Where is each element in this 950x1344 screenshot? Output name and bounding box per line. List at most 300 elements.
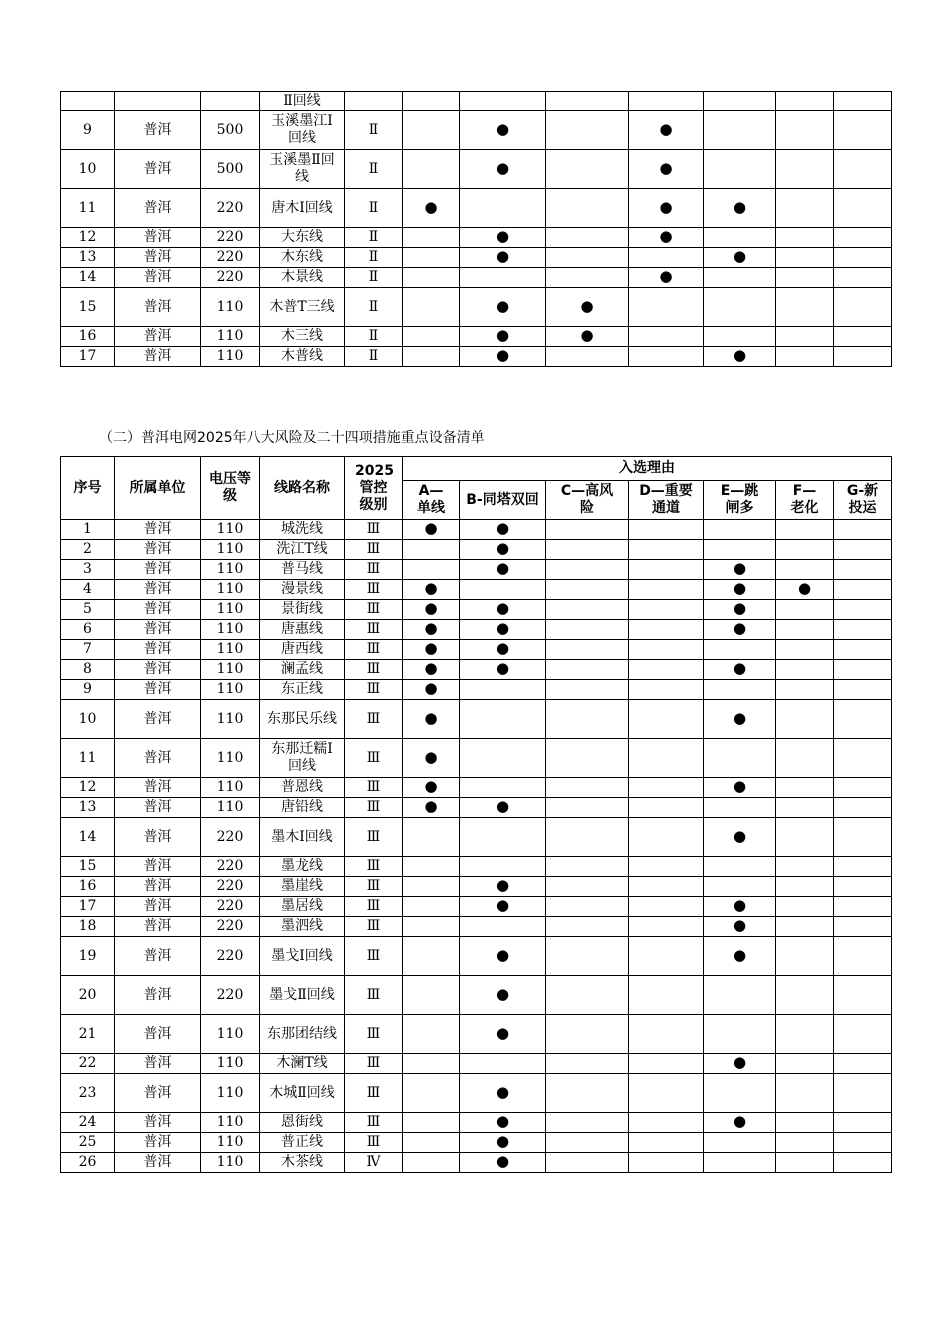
mark-dot: ● [495, 619, 510, 637]
row-line-name: 木茶线 [260, 1153, 345, 1173]
row-reason-a [403, 189, 460, 228]
row-reason-g [834, 1113, 892, 1133]
row-reason-g [834, 640, 892, 660]
mark-dot: ● [424, 659, 438, 677]
row-reason-b [460, 937, 546, 976]
row-reason-c [546, 680, 629, 700]
row-line-name: 木东线 [260, 248, 345, 268]
table-row [61, 1113, 892, 1133]
row-reason-e [704, 150, 776, 189]
row-reason-g [834, 1015, 892, 1054]
row-reason-a [403, 327, 460, 347]
row-no: 15 [61, 857, 115, 877]
row-unit: 普洱 [115, 640, 201, 660]
row-unit: 普洱 [115, 189, 201, 228]
row-line-name: 洗江T线 [260, 540, 345, 560]
row-control-level: Ⅲ [345, 937, 403, 976]
row-reason-e [704, 700, 776, 739]
row-no: 5 [61, 600, 115, 620]
row-reason-f [776, 560, 834, 580]
row-reason-a [403, 917, 460, 937]
row-reason-a [403, 1133, 460, 1153]
row-line-name: 东正线 [260, 680, 345, 700]
row-reason-d [629, 937, 704, 976]
row-reason-g [834, 111, 892, 150]
table-row [61, 268, 892, 288]
row-control-level: Ⅱ [345, 189, 403, 228]
row-reason-b [460, 228, 546, 248]
row-reason-b [460, 248, 546, 268]
header-reason-e: E—跳闸多 [704, 481, 776, 520]
row-no: 12 [61, 778, 115, 798]
row-reason-e [704, 288, 776, 327]
row-reason-d [629, 1153, 704, 1173]
row-reason-a [403, 1074, 460, 1113]
row-reason-e [704, 92, 776, 111]
row-reason-a [403, 680, 460, 700]
row-reason-f [776, 739, 834, 778]
row-reason-a [403, 228, 460, 248]
row-control-level: Ⅲ [345, 680, 403, 700]
row-voltage: 110 [201, 347, 260, 367]
row-reason-f [776, 818, 834, 857]
row-unit: 普洱 [115, 798, 201, 818]
table-row [61, 1133, 892, 1153]
row-reason-c [546, 700, 629, 739]
row-reason-a [403, 937, 460, 976]
row-reason-d [629, 111, 704, 150]
row-reason-g [834, 1153, 892, 1173]
row-voltage: 110 [201, 520, 260, 540]
mark-dot: ● [732, 916, 747, 934]
mark-dot: ● [732, 826, 747, 845]
row-control-level: Ⅲ [345, 798, 403, 818]
mark-dot: ● [732, 619, 747, 637]
row-reason-d [629, 1015, 704, 1054]
mark-dot: ● [495, 1082, 510, 1101]
row-reason-g [834, 620, 892, 640]
mark-dot: ● [732, 579, 747, 597]
table-row [61, 1015, 892, 1054]
mark-dot: ● [732, 1053, 747, 1071]
row-reason-d [629, 288, 704, 327]
row-reason-d [629, 877, 704, 897]
row-reason-a [403, 347, 460, 367]
header-unit: 所属单位 [115, 457, 201, 520]
row-unit: 普洱 [115, 560, 201, 580]
row-line-name: Ⅱ回线 [260, 92, 345, 111]
row-reason-e [704, 1133, 776, 1153]
row-unit: 普洱 [115, 288, 201, 327]
mark-dot: ● [659, 197, 673, 216]
row-line-name: 普马线 [260, 560, 345, 580]
row-reason-f [776, 1015, 834, 1054]
row-reason-d [629, 580, 704, 600]
row-reason-c [546, 1153, 629, 1173]
row-unit: 普洱 [115, 976, 201, 1015]
row-reason-c [546, 228, 629, 248]
row-voltage: 110 [201, 739, 260, 778]
row-reason-b [460, 600, 546, 620]
row-reason-c [546, 347, 629, 367]
row-reason-e [704, 347, 776, 367]
row-reason-d [629, 189, 704, 228]
mark-dot: ● [495, 296, 510, 315]
mark-dot: ● [495, 639, 510, 657]
row-reason-d [629, 540, 704, 560]
row-line-name: 墨戈Ⅰ回线 [260, 937, 345, 976]
row-no: 10 [61, 150, 115, 189]
table-row [61, 347, 892, 367]
row-reason-a [403, 640, 460, 660]
row-unit: 普洱 [115, 818, 201, 857]
row-reason-c [546, 111, 629, 150]
row-line-name: 唐西线 [260, 640, 345, 660]
row-no: 3 [61, 560, 115, 580]
row-reason-c [546, 1133, 629, 1153]
row-no: 9 [61, 111, 115, 150]
row-reason-d [629, 268, 704, 288]
row-reason-g [834, 327, 892, 347]
row-reason-e [704, 897, 776, 917]
table-row [61, 798, 892, 818]
row-reason-a [403, 540, 460, 560]
row-reason-e [704, 268, 776, 288]
row-reason-d [629, 917, 704, 937]
row-reason-b [460, 660, 546, 680]
row-voltage [201, 92, 260, 111]
row-reason-f [776, 520, 834, 540]
header-reason-group: 入选理由 [403, 457, 892, 481]
table-row [61, 937, 892, 976]
mark-dot: ● [732, 197, 747, 216]
row-reason-g [834, 877, 892, 897]
row-voltage: 220 [201, 857, 260, 877]
table-row [61, 680, 892, 700]
row-line-name: 墨崖线 [260, 877, 345, 897]
mark-dot: ● [659, 227, 673, 245]
row-reason-e [704, 778, 776, 798]
row-no: 17 [61, 347, 115, 367]
row-reason-f [776, 327, 834, 347]
row-reason-b [460, 1133, 546, 1153]
mark-dot: ● [659, 267, 673, 285]
row-reason-f [776, 700, 834, 739]
row-reason-a [403, 600, 460, 620]
row-reason-b [460, 640, 546, 660]
header-reason-d: D—重要通道 [629, 481, 704, 520]
table-row [61, 560, 892, 580]
row-reason-f [776, 620, 834, 640]
table-row [61, 976, 892, 1015]
header-no: 序号 [61, 457, 115, 520]
row-reason-d [629, 620, 704, 640]
table-row [61, 248, 892, 268]
row-control-level: Ⅱ [345, 248, 403, 268]
row-reason-f [776, 976, 834, 1015]
row-reason-b [460, 327, 546, 347]
row-voltage: 110 [201, 580, 260, 600]
row-reason-f [776, 228, 834, 248]
table-row [61, 700, 892, 739]
row-reason-d [629, 897, 704, 917]
row-reason-f [776, 877, 834, 897]
row-no: 18 [61, 917, 115, 937]
row-no: 11 [61, 189, 115, 228]
table-row [61, 818, 892, 857]
row-reason-g [834, 700, 892, 739]
row-control-level: Ⅲ [345, 540, 403, 560]
row-reason-c [546, 1113, 629, 1133]
header-line-name: 线路名称 [260, 457, 345, 520]
row-reason-a [403, 897, 460, 917]
row-reason-a [403, 700, 460, 739]
row-reason-d [629, 560, 704, 580]
row-reason-a [403, 111, 460, 150]
row-reason-c [546, 660, 629, 680]
row-reason-b [460, 1054, 546, 1074]
row-reason-d [629, 739, 704, 778]
row-line-name: 唐惠线 [260, 620, 345, 640]
row-reason-f [776, 288, 834, 327]
row-reason-e [704, 1113, 776, 1133]
row-voltage: 110 [201, 1015, 260, 1054]
row-no: 17 [61, 897, 115, 917]
row-reason-b [460, 150, 546, 189]
row-line-name: 木城Ⅱ回线 [260, 1074, 345, 1113]
row-control-level: Ⅲ [345, 897, 403, 917]
mark-dot: ● [495, 227, 510, 245]
table-row [61, 917, 892, 937]
row-line-name: 城洗线 [260, 520, 345, 540]
mark-dot: ● [495, 247, 510, 265]
row-no: 10 [61, 700, 115, 739]
row-unit: 普洱 [115, 778, 201, 798]
mark-dot: ● [732, 945, 747, 964]
row-no: 21 [61, 1015, 115, 1054]
row-reason-f [776, 1153, 834, 1173]
row-reason-d [629, 660, 704, 680]
row-reason-a [403, 150, 460, 189]
row-reason-e [704, 917, 776, 937]
table-row [61, 189, 892, 228]
row-reason-e [704, 857, 776, 877]
row-no: 16 [61, 327, 115, 347]
mark-dot: ● [495, 876, 510, 894]
row-unit: 普洱 [115, 580, 201, 600]
table-row [61, 660, 892, 680]
row-reason-b [460, 778, 546, 798]
row-voltage: 110 [201, 620, 260, 640]
row-reason-e [704, 520, 776, 540]
row-unit: 普洱 [115, 1113, 201, 1133]
mark-dot: ● [495, 326, 510, 344]
mark-dot: ● [732, 1112, 747, 1130]
row-unit: 普洱 [115, 660, 201, 680]
row-unit: 普洱 [115, 877, 201, 897]
mark-dot: ● [580, 296, 594, 315]
row-reason-f [776, 897, 834, 917]
row-reason-d [629, 228, 704, 248]
row-line-name: 普恩线 [260, 778, 345, 798]
row-reason-e [704, 560, 776, 580]
row-reason-e [704, 1015, 776, 1054]
row-reason-c [546, 739, 629, 778]
row-voltage: 110 [201, 1133, 260, 1153]
row-no: 20 [61, 976, 115, 1015]
row-line-name: 玉溪墨Ⅱ回线 [260, 150, 345, 189]
row-no: 22 [61, 1054, 115, 1074]
row-reason-b [460, 1113, 546, 1133]
row-no: 11 [61, 739, 115, 778]
mark-dot: ● [732, 599, 747, 617]
mark-dot: ● [495, 1152, 510, 1170]
row-control-level: Ⅲ [345, 778, 403, 798]
row-no: 2 [61, 540, 115, 560]
row-reason-e [704, 327, 776, 347]
row-reason-d [629, 778, 704, 798]
row-reason-c [546, 778, 629, 798]
row-reason-f [776, 1054, 834, 1074]
row-reason-g [834, 917, 892, 937]
row-reason-e [704, 877, 776, 897]
row-no: 4 [61, 580, 115, 600]
row-reason-g [834, 520, 892, 540]
row-control-level: Ⅱ [345, 327, 403, 347]
row-unit: 普洱 [115, 1054, 201, 1074]
row-voltage: 110 [201, 600, 260, 620]
mark-dot: ● [495, 158, 510, 177]
row-unit: 普洱 [115, 228, 201, 248]
row-control-level: Ⅲ [345, 877, 403, 897]
row-line-name: 墨戈Ⅱ回线 [260, 976, 345, 1015]
row-no: 6 [61, 620, 115, 640]
row-reason-c [546, 620, 629, 640]
row-unit: 普洱 [115, 347, 201, 367]
row-reason-f [776, 248, 834, 268]
row-no: 9 [61, 680, 115, 700]
header-reason-f: F—老化 [776, 481, 834, 520]
row-reason-f [776, 680, 834, 700]
table-row [61, 1153, 892, 1173]
row-reason-b [460, 520, 546, 540]
row-reason-f [776, 189, 834, 228]
row-line-name: 唐铅线 [260, 798, 345, 818]
mark-dot: ● [495, 984, 510, 1003]
table-row [61, 778, 892, 798]
row-reason-g [834, 818, 892, 857]
row-reason-c [546, 92, 629, 111]
row-reason-d [629, 520, 704, 540]
row-control-level: Ⅲ [345, 1133, 403, 1153]
row-voltage: 110 [201, 660, 260, 680]
row-reason-b [460, 288, 546, 327]
row-reason-c [546, 857, 629, 877]
row-reason-a [403, 1054, 460, 1074]
row-unit [115, 92, 201, 111]
mark-dot: ● [495, 1112, 510, 1130]
row-control-level: Ⅲ [345, 1015, 403, 1054]
row-unit: 普洱 [115, 520, 201, 540]
row-reason-g [834, 1074, 892, 1113]
row-control-level: Ⅱ [345, 150, 403, 189]
row-unit: 普洱 [115, 268, 201, 288]
row-control-level [345, 92, 403, 111]
row-reason-a [403, 857, 460, 877]
row-control-level: Ⅱ [345, 228, 403, 248]
row-reason-b [460, 1015, 546, 1054]
row-reason-a [403, 660, 460, 680]
mark-dot: ● [424, 619, 438, 637]
mark-dot: ● [732, 708, 747, 727]
row-no: 26 [61, 1153, 115, 1173]
mark-dot: ● [495, 1132, 510, 1150]
table-row [61, 150, 892, 189]
mark-dot: ● [732, 346, 747, 364]
row-reason-d [629, 700, 704, 739]
row-reason-f [776, 111, 834, 150]
row-control-level: Ⅲ [345, 660, 403, 680]
row-reason-d [629, 327, 704, 347]
row-reason-b [460, 976, 546, 1015]
row-voltage: 220 [201, 189, 260, 228]
row-reason-a [403, 778, 460, 798]
row-voltage: 110 [201, 778, 260, 798]
row-reason-d [629, 1074, 704, 1113]
row-reason-g [834, 248, 892, 268]
row-no: 25 [61, 1133, 115, 1153]
row-no: 14 [61, 268, 115, 288]
row-no: 12 [61, 228, 115, 248]
mark-dot: ● [424, 679, 438, 697]
row-line-name: 恩街线 [260, 1113, 345, 1133]
row-unit: 普洱 [115, 739, 201, 778]
row-reason-b [460, 700, 546, 739]
row-reason-d [629, 1113, 704, 1133]
mark-dot: ● [732, 247, 747, 265]
row-control-level: Ⅲ [345, 917, 403, 937]
row-line-name: 木普线 [260, 347, 345, 367]
row-line-name: 墨居线 [260, 897, 345, 917]
row-voltage: 220 [201, 268, 260, 288]
row-unit: 普洱 [115, 600, 201, 620]
mark-dot: ● [424, 708, 438, 727]
row-line-name: 墨木Ⅰ回线 [260, 818, 345, 857]
row-reason-f [776, 857, 834, 877]
row-voltage: 220 [201, 818, 260, 857]
row-reason-e [704, 660, 776, 680]
row-reason-d [629, 680, 704, 700]
equipment-table [60, 456, 892, 1173]
row-reason-c [546, 150, 629, 189]
row-reason-e [704, 1054, 776, 1074]
row-unit: 普洱 [115, 111, 201, 150]
table-row [61, 288, 892, 327]
row-control-level: Ⅲ [345, 640, 403, 660]
row-reason-b [460, 1074, 546, 1113]
row-reason-b [460, 540, 546, 560]
row-reason-f [776, 92, 834, 111]
row-control-level: Ⅱ [345, 288, 403, 327]
row-reason-c [546, 268, 629, 288]
mark-dot: ● [424, 777, 438, 795]
row-reason-a [403, 580, 460, 600]
row-reason-b [460, 818, 546, 857]
row-reason-f [776, 150, 834, 189]
table-row [61, 520, 892, 540]
row-control-level: Ⅲ [345, 560, 403, 580]
row-reason-e [704, 798, 776, 818]
